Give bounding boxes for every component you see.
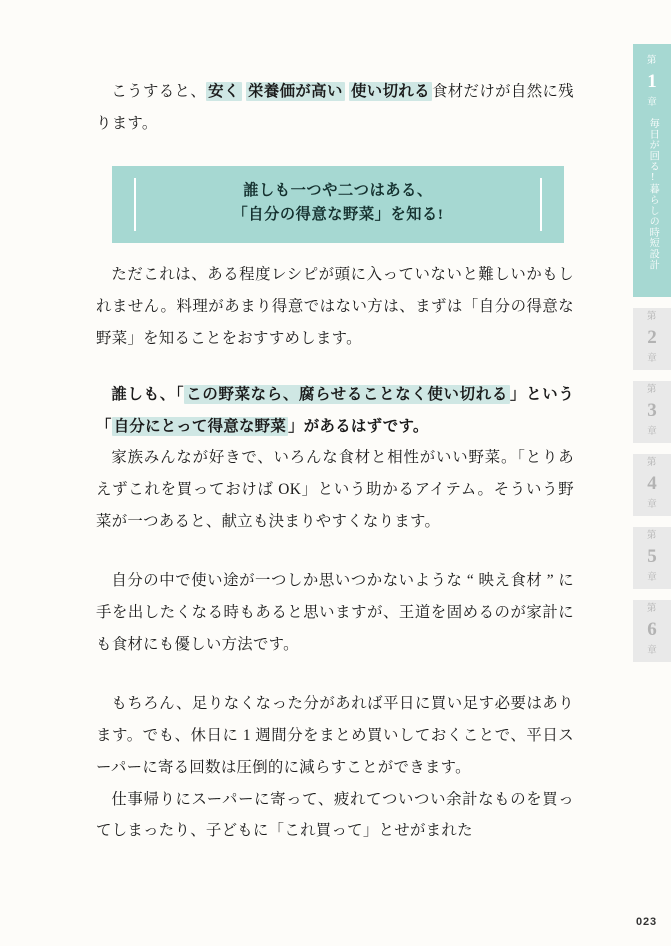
text-run: こうすると、	[111, 83, 207, 100]
chapter-tab-2-number: 2	[647, 326, 657, 348]
chapter-tab-6-sho: 章	[647, 645, 657, 656]
chapter-tab-5[interactable]	[633, 527, 671, 589]
highlight-useup-quote: この野菜なら、腐らせることなく使い切れる	[186, 385, 508, 403]
page-number: 023	[636, 916, 657, 928]
highlight-nutritious: 栄養価が高い	[247, 83, 343, 100]
chapter-tab-5-kanji: 第	[646, 530, 658, 541]
chapter-tab-3-number: 3	[647, 399, 657, 421]
chapter-tab-3-kanji: 第	[646, 384, 658, 395]
chapter-tab-4[interactable]	[633, 454, 671, 516]
callout-heading	[112, 166, 564, 243]
paragraph-4: 家族みんなが好きで、いろんな食材と相性がいい野菜。「とりあえずこれを買っておけば OK」という助かるアイテム。そういう野菜が一つあると、献立も決まりやすくなります。	[96, 449, 574, 531]
callout-line-2: 「自分の得意な野菜」を知る!	[232, 206, 444, 224]
highlight-cheap: 安く	[208, 83, 240, 100]
chapter-tab-4-sho: 章	[647, 499, 657, 510]
chapter-tab-2-kanji: 第	[646, 311, 658, 322]
text-run: 」があるはずです。	[288, 417, 429, 435]
paragraph-7: 仕事帰りにスーパーに寄って、疲れてついつい余計なものを買ってしまったり、子どもに「これ買って」とせがまれた	[96, 790, 574, 840]
callout-rule-right	[540, 178, 542, 231]
chapter-tab-3-sho: 章	[647, 426, 657, 437]
page-body-text	[96, 76, 574, 847]
callout-rule-left	[134, 178, 136, 231]
chapter-tab-4-kanji: 第	[646, 457, 658, 468]
chapter-tab-1[interactable]	[633, 44, 671, 297]
highlight-good-vegetable: 自分にとって得意な野菜	[113, 417, 287, 435]
chapter-tab-6-number: 6	[647, 618, 657, 640]
paragraph-3	[96, 379, 574, 443]
text-run: 誰しも、「	[111, 385, 185, 403]
chapter-tab-2-sho: 章	[647, 353, 657, 364]
chapter-tab-4-number: 4	[647, 472, 657, 494]
chapter-tab-1-number: 1	[647, 70, 657, 92]
chapter-tab-3[interactable]	[633, 381, 671, 443]
chapter-tab-5-sho: 章	[647, 572, 657, 583]
chapter-tab-1-sho: 章	[647, 97, 657, 108]
chapter-tab-5-number: 5	[647, 545, 657, 567]
chapter-tab-1-title: 毎日が回る!暮らしの時短設計	[647, 117, 659, 271]
text-run: 」という「	[96, 385, 575, 435]
paragraph-1	[96, 76, 574, 140]
highlight-useup: 使い切れる	[350, 83, 430, 100]
chapter-tab-1-kanji: 第	[646, 56, 658, 66]
chapter-tab-6-kanji: 第	[646, 603, 658, 614]
paragraph-2: ただこれは、ある程度レシピが頭に入っていないと難しいかもしれません。料理があまり得意ではない方は、まずは「自分の得意な野菜」を知ることをおすすめします。	[96, 266, 574, 347]
text-run: 食材だけが自然に残ります。	[96, 83, 574, 132]
paragraph-6: もちろん、足りなくなった分があれば平日に買い足す必要はあります。でも、休日に 1 週間分をまとめ買いしておくことで、平日スーパーに寄る回数は圧倒的に減らすことができます。	[96, 694, 574, 776]
chapter-tab-rail	[625, 44, 671, 673]
chapter-tab-2[interactable]	[633, 308, 671, 370]
paragraph-5: 自分の中で使い途が一つしか思いつかないような “ 映え食材 ” に手を出したくなる時もあると思いますが、王道を固めるのが家計にも食材にも優しい方法です。	[96, 572, 574, 653]
chapter-tab-6[interactable]	[633, 600, 671, 662]
callout-line-1: 誰しも一つや二つはある、	[243, 181, 433, 199]
